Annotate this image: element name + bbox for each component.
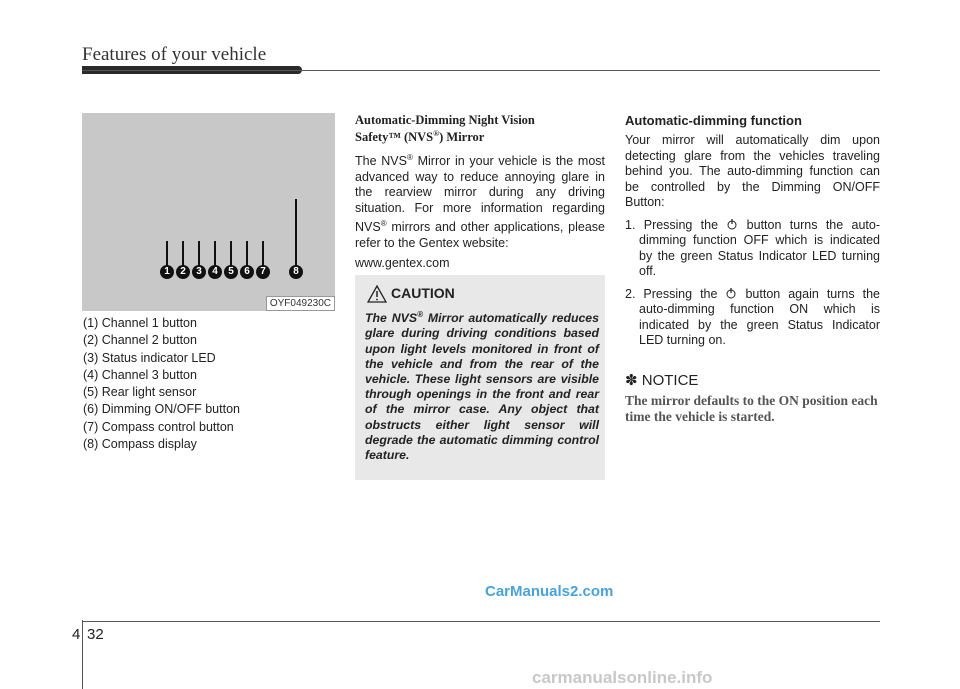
header-rule xyxy=(82,70,880,71)
section-title: Features of your vehicle xyxy=(82,44,267,65)
list-item: 1. Pressing the button turns the auto-dimming function OFF which is indicated by the green Status Indicator LED turning off. xyxy=(625,217,880,278)
callout-5: 5 xyxy=(224,265,238,279)
auto-dimming-intro: Your mirror will automatically dim upon detecting glare from the vehicles traveling behind you. The auto-dimming function can be controlled by the Dimming ON/OFF Button: xyxy=(625,133,880,209)
legend-item: (2) Channel 2 button xyxy=(83,333,197,348)
footer-divider xyxy=(82,620,83,689)
legend-item: (3) Status indicator LED xyxy=(83,350,216,365)
legend-item: (7) Compass control button xyxy=(83,419,234,434)
figure-legend xyxy=(83,315,240,453)
nvs-heading: Automatic-Dimming Night Vision Safety™ (NVS®) Mirror xyxy=(355,113,535,145)
list-item: 2. Pressing the button again turns the auto-dimming function ON which is indicated by the green Status Indicator LED turning on. xyxy=(625,286,880,347)
caution-box xyxy=(355,275,605,480)
caution-text: The NVS® Mirror automatically reduces glare during driving conditions based upon light levels monitored in front of the vehicle and from the rear of the vehicle. These light sensors are visible through openings in the front and rear of the mirror case. Any object that obstructs either light sensor will degrade the automatic dimming control feature. xyxy=(365,310,599,462)
legend-item: (1) Channel 1 button xyxy=(83,316,197,330)
page-number: 32 xyxy=(87,626,104,643)
callout-8: 8 xyxy=(289,265,303,279)
callout-4: 4 xyxy=(208,265,222,279)
dimming-button-icon xyxy=(726,218,738,230)
nvs-mirror-section xyxy=(355,113,605,272)
notice-heading: ✽ NOTICE xyxy=(625,371,699,389)
gentex-url: www.gentex.com xyxy=(355,256,450,271)
watermark-text: carmanualsonline.info xyxy=(532,668,713,687)
legend-item: (8) Compass display xyxy=(83,437,197,452)
footer-rule xyxy=(82,621,880,622)
callout-7: 7 xyxy=(256,265,270,279)
legend-item: (5) Rear light sensor xyxy=(83,385,197,400)
mirror-figure xyxy=(82,113,335,311)
callout-2: 2 xyxy=(176,265,190,279)
caution-title: CAUTION xyxy=(391,285,455,301)
nvs-description: The NVS® Mirror in your vehicle is the most advanced way to reduce annoying glare in the rearview mirror during any driving situation. For more information regarding NVS® mirrors and other applications, please refer to the Gentex website: xyxy=(355,153,605,250)
section-number: 4 xyxy=(72,626,81,643)
auto-dimming-heading: Automatic-dimming function xyxy=(625,113,802,128)
callout-6: 6 xyxy=(240,265,254,279)
figure-code: OYF049230C xyxy=(266,296,335,311)
notice-text: The mirror defaults to the ON position each time the vehicle is started. xyxy=(625,392,878,424)
legend-item: (4) Channel 3 button xyxy=(83,367,197,382)
notice-mark-icon: ✽ xyxy=(625,371,638,389)
callout-1: 1 xyxy=(160,265,174,279)
legend-item: (6) Dimming ON/OFF button xyxy=(83,402,240,417)
dimming-button-icon xyxy=(725,287,737,299)
watermark-link[interactable]: CarManuals2.com xyxy=(485,583,614,600)
auto-dimming-section xyxy=(625,113,880,425)
warning-triangle-icon xyxy=(367,285,387,303)
callout-3: 3 xyxy=(192,265,206,279)
